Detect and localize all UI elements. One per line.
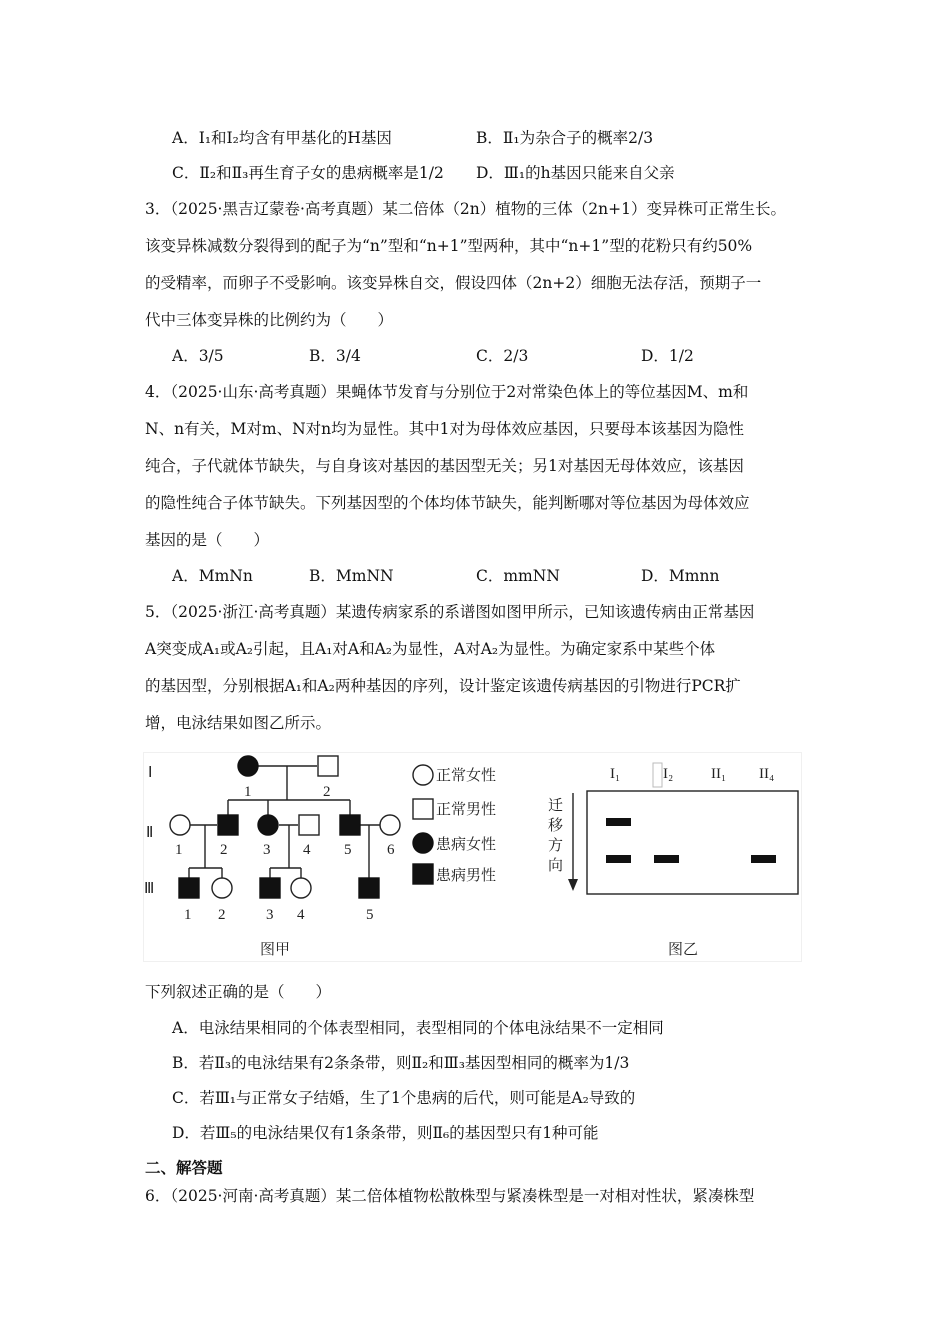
- q4-line-4: 的隐性纯合子体节缺失。下列基因型的个体均体节缺失，能判断哪对等位基因为母体效应: [145, 494, 750, 512]
- legend-normal-female: 正常女性: [436, 766, 497, 784]
- pedigree-I2-normal-male: [318, 756, 338, 776]
- pedigree-II1-normal-female: [170, 815, 190, 835]
- q4-line-5: 基因的是（ ）: [145, 531, 270, 549]
- q5-line-2: A突变成A₁或A₂引起，且A₁对A和A₂为显性，A对A₂为显性。为确定家系中某些个体: [145, 640, 716, 658]
- num-I2: 2: [323, 784, 331, 800]
- pedigree-I1-affected-female: [238, 756, 258, 776]
- pedigree-III3-affected-male: [260, 878, 280, 898]
- gel-band-I1-upper: [606, 818, 631, 826]
- legend-affected-female-icon: [413, 833, 433, 853]
- pedigree-II3-affected-female: [258, 815, 278, 835]
- q4-line-3: 纯合，子代就体节缺失，与自身该对基因的基因型无关；另1对基因无母体效应，该基因: [145, 457, 744, 475]
- migration-arrow-head-icon: [568, 879, 578, 891]
- q6-line-1: 6．（2025·河南·高考真题）某二倍体植物松散株型与紧凑株型是一对相对性状，紧凑株型: [145, 1187, 755, 1205]
- num-III1: 1: [184, 907, 192, 923]
- q4-line-2: N、n有关，M对m、N对n均为显性。其中1对为母体效应基因，只要母本该基因为隐性: [145, 420, 745, 438]
- gel-lane-II4: II₄: [759, 766, 775, 782]
- q3-line-2: 该变异株减数分裂得到的配子为“n”型和“n+1”型两种，其中“n+1”型的花粉只有约50%: [145, 237, 753, 255]
- figure-svg: [144, 753, 801, 961]
- q2-option-a: A．I₁和I₂均含有甲基化的H基因: [172, 129, 392, 147]
- q5-line-1: 5．（2025·浙江·高考真题）某遗传病家系的系谱图如图甲所示，已知该遗传病由正常基因: [145, 603, 755, 621]
- q5-line-3: 的基因型，分别根据A₁和A₂两种基因的序列，设计鉴定该遗传病基因的引物进行PCR扩: [145, 677, 741, 695]
- legend-affected-male: 患病男性: [436, 866, 497, 884]
- gen-label-2: Ⅱ: [146, 825, 154, 841]
- migration-char-2: 移: [548, 816, 564, 834]
- q4-option-b: B．MmNN: [309, 567, 394, 585]
- q4-option-a: A．MmNn: [172, 567, 253, 585]
- caption-fig-a: 图甲: [260, 940, 291, 958]
- gen-label-1: Ⅰ: [148, 765, 153, 781]
- legend-normal-female-icon: [413, 765, 433, 785]
- q5-option-d: D．若Ⅲ₅的电泳结果仅有1条条带，则Ⅱ₆的基因型只有1种可能: [172, 1124, 599, 1142]
- q3-option-b: B．3/4: [309, 347, 361, 365]
- q5-stem: 下列叙述正确的是（ ）: [145, 983, 332, 1001]
- num-III2: 2: [218, 907, 226, 923]
- q5-figure: [143, 752, 802, 962]
- gen-label-3: Ⅲ: [144, 881, 155, 897]
- gel-band-II4-lower: [751, 855, 776, 863]
- q5-option-b: B．若Ⅱ₃的电泳结果有2条条带，则Ⅱ₂和Ⅲ₃基因型相同的概率为1/3: [172, 1054, 630, 1072]
- q3-option-c: C．2/3: [476, 347, 529, 365]
- gel-band-I1-lower: [606, 855, 631, 863]
- num-III5: 5: [366, 907, 374, 923]
- q5-line-4: 增，电泳结果如图乙所示。: [145, 714, 332, 732]
- num-II1: 1: [175, 842, 183, 858]
- q2-option-c: C．Ⅱ₂和Ⅱ₃再生育子女的患病概率是1/2: [172, 164, 444, 182]
- pedigree-II5-affected-male: [340, 815, 360, 835]
- gel-lane-marker: [653, 763, 662, 787]
- gel-band-I2-lower: [654, 855, 679, 863]
- q5-option-a: A．电泳结果相同的个体表型相同，表型相同的个体电泳结果不一定相同: [172, 1019, 664, 1037]
- gel-box: [587, 791, 798, 894]
- num-II5: 5: [344, 842, 352, 858]
- pedigree-II6-normal-female: [380, 815, 400, 835]
- gel-lane-I1: I₁: [610, 766, 621, 782]
- q3-option-a: A．3/5: [172, 347, 224, 365]
- q3-line-3: 的受精率，而卵子不受影响。该变异株自交，假设四体（2n+2）细胞无法存活，预期子一: [145, 274, 762, 292]
- section-heading: 二、解答题: [145, 1158, 223, 1177]
- q3-option-d: D．1/2: [641, 347, 694, 365]
- gel-lane-I2: I₂: [663, 766, 674, 782]
- q3-line-1: 3．（2025·黑吉辽蒙卷·高考真题）某二倍体（2n）植物的三体（2n+1）变异株可正常生长。: [145, 200, 786, 218]
- pedigree-III5-affected-male: [359, 878, 379, 898]
- pedigree-III2-normal-female: [212, 878, 232, 898]
- q4-option-d: D．Mmnn: [641, 567, 720, 585]
- pedigree-III1-affected-male: [179, 878, 199, 898]
- q2-option-b: B．Ⅱ₁为杂合子的概率2/3: [476, 129, 654, 147]
- legend-affected-male-icon: [413, 864, 433, 884]
- num-I1: 1: [244, 784, 252, 800]
- q5-option-c: C．若Ⅲ₁与正常女子结婚，生了1个患病的后代，则可能是A₂导致的: [172, 1089, 636, 1107]
- caption-fig-b: 图乙: [668, 940, 699, 958]
- q3-line-4: 代中三体变异株的比例约为（ ）: [145, 311, 394, 329]
- migration-char-1: 迁: [548, 796, 564, 814]
- pedigree-II4-normal-male: [299, 815, 319, 835]
- num-II2: 2: [220, 842, 228, 858]
- legend-normal-male-icon: [413, 799, 433, 819]
- legend-affected-female: 患病女性: [436, 835, 497, 853]
- q4-option-c: C．mmNN: [476, 567, 560, 585]
- migration-char-3: 方: [548, 836, 564, 854]
- q4-line-1: 4．（2025·山东·高考真题）果蝇体节发育与分别位于2对常染色体上的等位基因M、m和: [145, 383, 749, 401]
- num-III3: 3: [266, 907, 274, 923]
- legend-normal-male: 正常男性: [436, 800, 497, 818]
- num-II6: 6: [387, 842, 395, 858]
- num-II4: 4: [303, 842, 311, 858]
- gel-lane-II1: II₁: [711, 766, 727, 782]
- pedigree-II2-affected-male: [218, 815, 238, 835]
- pedigree-III4-normal-female: [291, 878, 311, 898]
- num-II3: 3: [263, 842, 271, 858]
- q2-option-d: D．Ⅲ₁的h基因只能来自父亲: [476, 164, 675, 182]
- num-III4: 4: [297, 907, 305, 923]
- migration-char-4: 向: [548, 856, 564, 874]
